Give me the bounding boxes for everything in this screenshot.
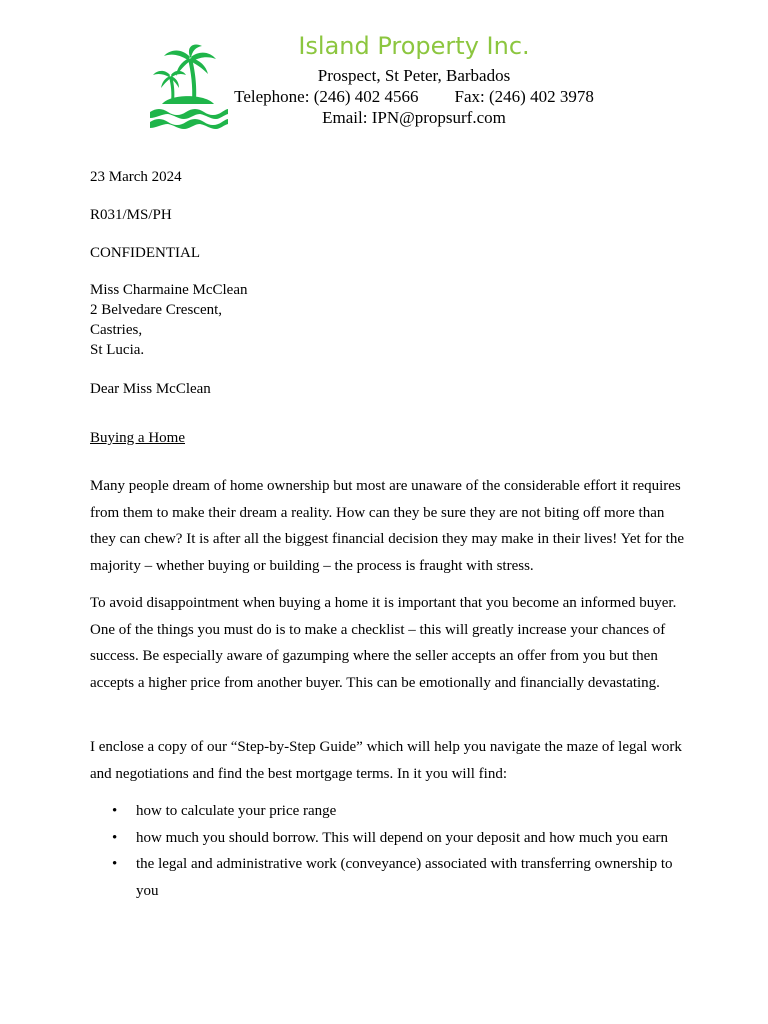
paragraph-3: I enclose a copy of our “Step-by-Step Guide” which will help you navigate the maze of legal work and negotiations and find the best mortgage terms. In it you will find: [90, 739, 682, 782]
list-item: • the legal and administrative work (conveyance) associated with transferring ownership to you [90, 851, 690, 904]
letter-date: 23 March 2024 [90, 169, 182, 185]
recipient-address [90, 280, 690, 360]
company-fax: Fax: (246) 402 3978 [454, 87, 594, 106]
company-name: Island Property Inc. [298, 32, 530, 60]
paragraph-2: To avoid disappointment when buying a home it is important that you become an informed buyer. One of the things you must do is to make a checklist – this will greatly increase your chances of success. Be especially aware of gazumping where the seller accepts an offer from you but then accepts a higher price from another buyer. This can be emotionally and financially devastating. [90, 595, 677, 692]
recipient-street: 2 Belvedare Crescent, [90, 302, 223, 318]
bullet-icon: • [112, 856, 118, 873]
salutation: Dear Miss McClean [90, 381, 211, 397]
company-email: Email: IPN@propsurf.com [322, 108, 506, 127]
recipient-country: St Lucia. [90, 342, 145, 358]
paragraph-1: Many people dream of home ownership but most are unaware of the considerable effort it requires from them to make their dream a reality. How can they be sure they are not biting off more than they can chew? It is after all the biggest financial decision they may make in their lives! Yet for the majority – whether buying or building – the process is fraught with stress. [90, 478, 684, 575]
company-telephone: Telephone: (246) 402 4566 [234, 87, 419, 106]
company-contact-line [0, 86, 768, 107]
bullet-icon: • [112, 829, 118, 846]
company-address: Prospect, St Peter, Barbados [317, 66, 511, 85]
recipient-city: Castries, [90, 322, 143, 338]
bullet-icon: • [112, 803, 118, 819]
recipient-name: Miss Charmaine McClean [90, 282, 248, 298]
letterhead [0, 0, 768, 140]
list-item: • how much you should borrow. This will depend on your deposit and how much you earn [90, 825, 690, 852]
letter-reference: R031/MS/PH [90, 207, 172, 223]
guide-contents-list [90, 798, 690, 905]
list-item: • how to calculate your price range [90, 798, 690, 825]
subject-heading: Buying a Home [90, 430, 185, 446]
confidential-label: CONFIDENTIAL [90, 245, 200, 261]
